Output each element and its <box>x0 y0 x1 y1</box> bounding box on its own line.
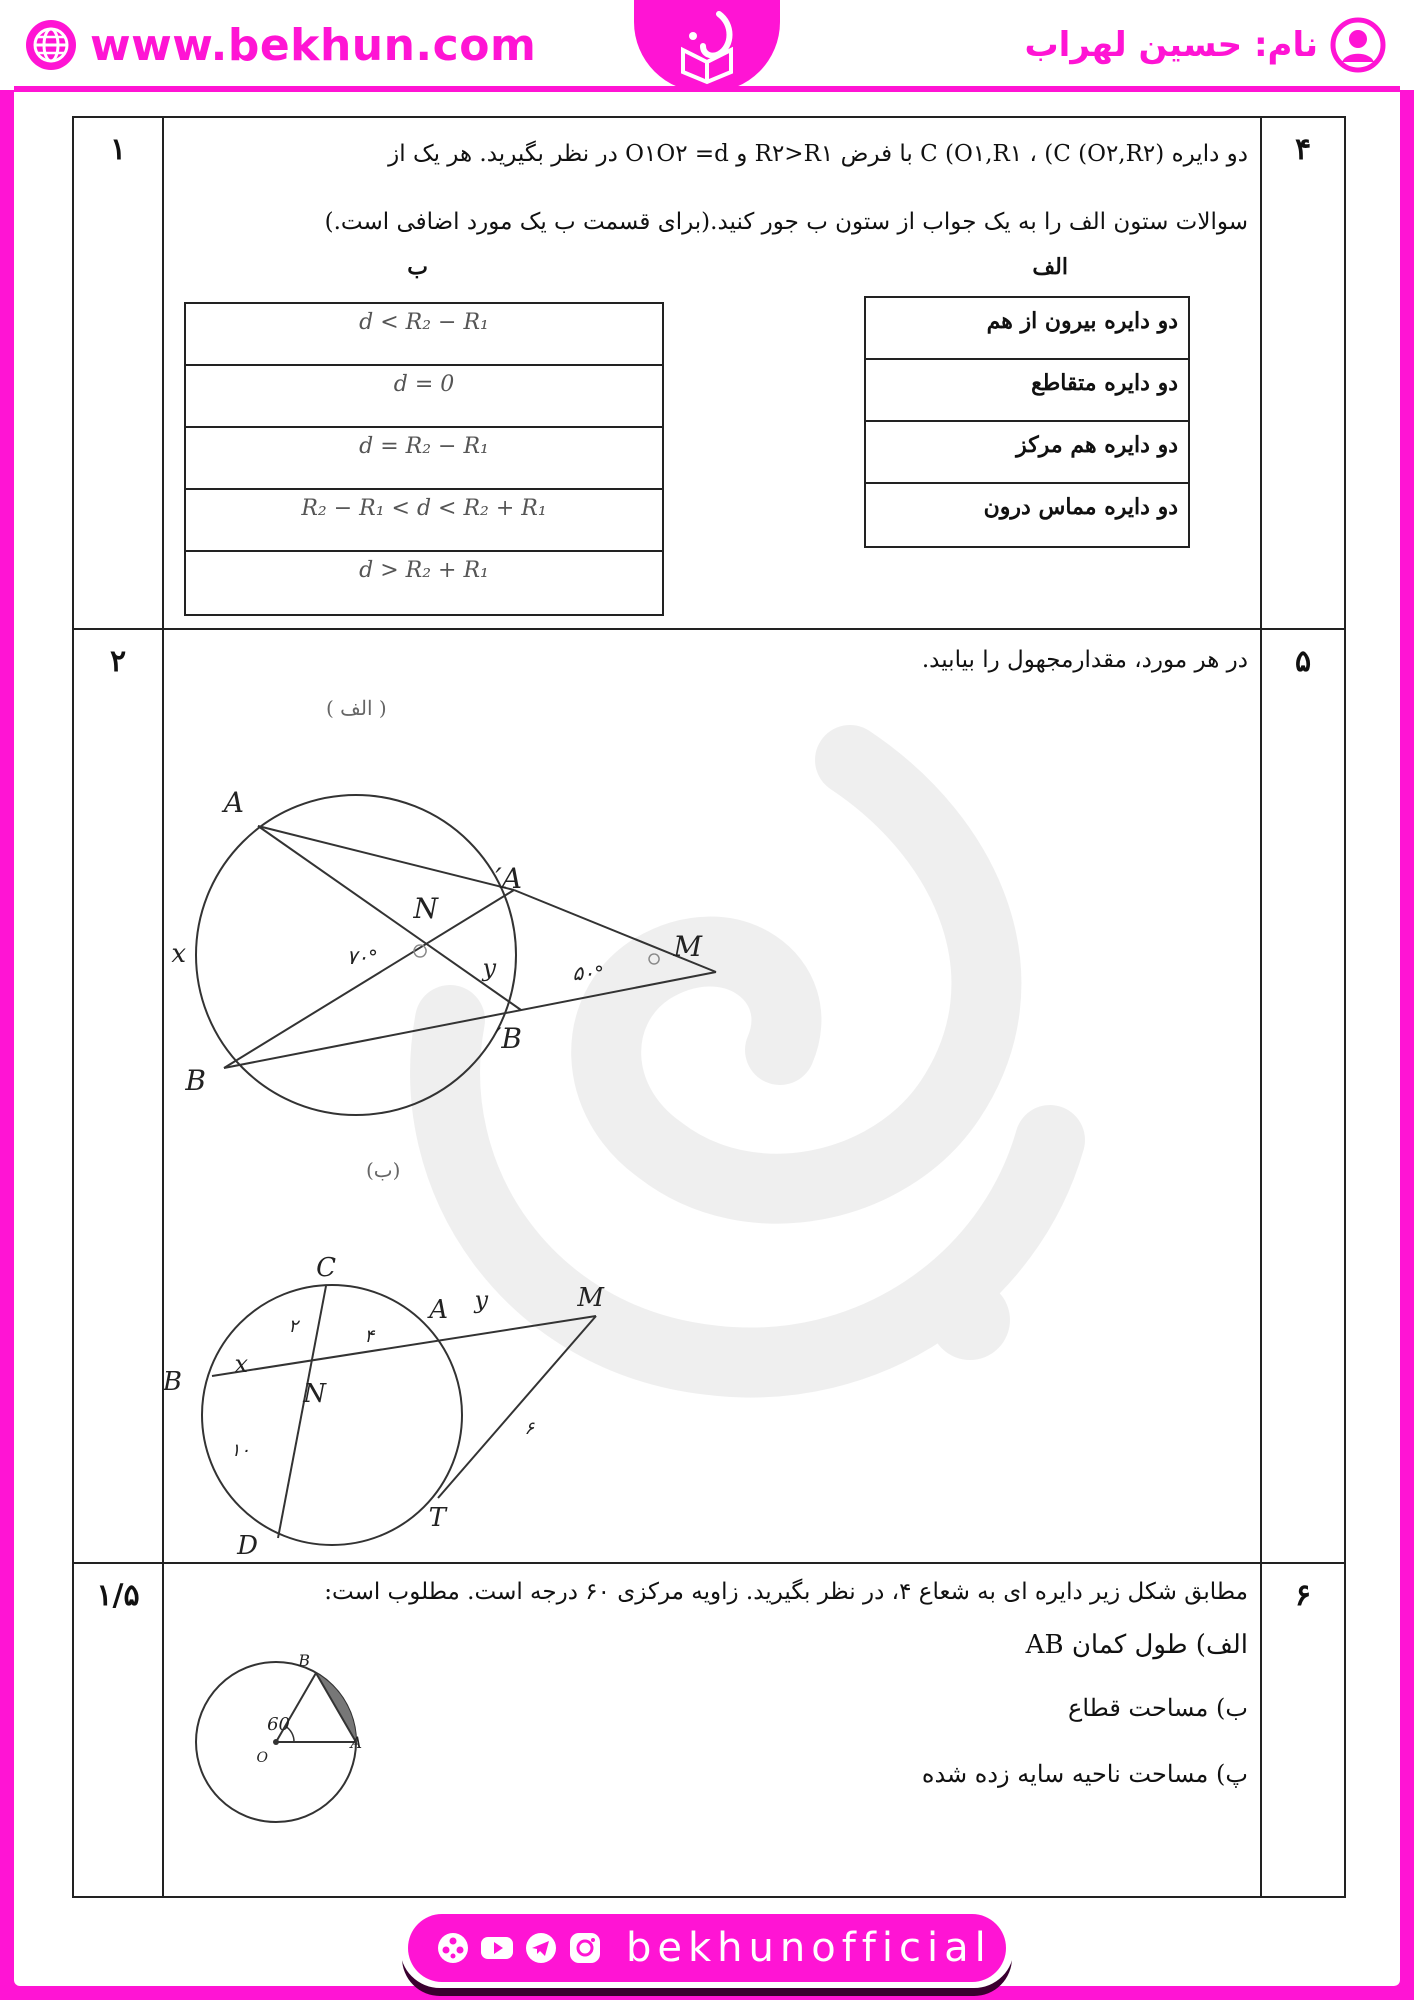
svg-text:M: M <box>577 1283 604 1313</box>
question-row-4 <box>74 118 1344 630</box>
svg-text:۶: ۶ <box>524 1418 534 1439</box>
svg-text:B: B <box>185 1064 206 1097</box>
svg-text:N: N <box>413 892 438 925</box>
svg-text:x: x <box>171 939 186 969</box>
question-number: ۵ <box>1260 630 1344 1562</box>
column-a-title: الف <box>1032 254 1068 280</box>
svg-text:T: T <box>428 1503 446 1533</box>
svg-text:C: C <box>316 1253 336 1283</box>
telegram-icon[interactable] <box>524 1931 558 1965</box>
question-body <box>162 630 1258 1562</box>
question-score: ۲ <box>74 630 164 1562</box>
svg-text:O: O <box>256 1750 268 1766</box>
figure-b-label: (ب) <box>366 1158 401 1182</box>
social-footer <box>400 1908 1014 1988</box>
svg-text:۴: ۴ <box>364 1326 374 1347</box>
question-row-6 <box>74 1564 1344 1896</box>
svg-text:x: x <box>234 1350 248 1378</box>
social-handle[interactable]: bekhunofficial <box>626 1925 992 1971</box>
question-text: در هر مورد، مقدارمجهول را بیابید. <box>921 647 1248 673</box>
svg-text:60: 60 <box>267 1714 290 1735</box>
svg-text:M: M <box>673 930 702 963</box>
svg-text:B: B <box>162 1367 182 1397</box>
question-text-line1: دو دایره (C (O۱,R۱ ، (C (O۲,R۲ با فرض R۲>R۱ و O۱O۲ =d در نظر بگیرید. هر یک از <box>388 141 1248 167</box>
question-body <box>166 1564 1258 1896</box>
film-icon[interactable] <box>436 1931 470 1965</box>
svg-text:A: A <box>350 1733 362 1752</box>
matching-column-b <box>184 302 664 616</box>
social-links <box>408 1914 1006 1982</box>
column-a-item: دو دایره مماس درون <box>983 494 1178 520</box>
svg-text:N: N <box>303 1379 326 1409</box>
question-text-line2: سوالات ستون الف را به یک جواب از ستون ب جور کنید.(برای قسمت ب یک مورد اضافی است.) <box>324 209 1248 235</box>
logo-badge <box>634 0 780 92</box>
svg-text:A′: A′ <box>495 862 522 895</box>
instagram-icon[interactable] <box>568 1931 602 1965</box>
column-b-item: d > R₂ + R₁ <box>359 558 489 583</box>
column-b-item: d = 0 <box>186 366 662 428</box>
svg-text:D: D <box>237 1531 258 1561</box>
sub-question-b: ب) مساحت قطاع <box>1068 1694 1248 1722</box>
svg-text:A: A <box>223 786 244 819</box>
svg-text:B: B <box>298 1651 310 1670</box>
exam-table <box>72 116 1346 1898</box>
matching-column-a <box>864 296 1190 548</box>
svg-text:۵۰°: ۵۰° <box>572 961 604 985</box>
question-body <box>166 118 1258 628</box>
sub-question-c: پ) مساحت ناحیه سایه زده شده <box>921 1760 1248 1788</box>
question-row-5 <box>74 630 1344 1564</box>
svg-text:۷۰°: ۷۰° <box>346 945 378 969</box>
figure-b-diagram <box>162 1250 726 1561</box>
globe-icon <box>24 18 78 72</box>
column-a-item: دو دایره هم مرکز <box>866 422 1188 484</box>
column-b-item: d = R₂ − R₁ <box>186 428 662 490</box>
question-score: ۱ <box>74 118 164 628</box>
question-score: ۱/۵ <box>74 1564 164 1896</box>
question-number: ۴ <box>1260 118 1344 628</box>
website-link[interactable] <box>24 18 536 72</box>
svg-text:۱۰: ۱۰ <box>230 1440 250 1461</box>
sub-question-a: الف) طول کمان AB <box>1025 1630 1248 1660</box>
header <box>0 0 1414 90</box>
svg-text:۲: ۲ <box>288 1316 298 1337</box>
svg-text:B′: B′ <box>495 1022 522 1055</box>
book-logo-icon <box>667 6 747 86</box>
figure-a-label: ( الف ) <box>326 696 387 720</box>
youtube-icon[interactable] <box>480 1931 514 1965</box>
svg-text:A: A <box>429 1295 448 1325</box>
question-number: ۶ <box>1260 1564 1344 1896</box>
user-avatar-icon <box>1330 17 1386 73</box>
question-text: مطابق شکل زیر دایره ای به شعاع ۴، در نظر بگیرید. زاویه مرکزی ۶۰ درجه است. مطلوب است: <box>324 1579 1248 1605</box>
column-b-item: d < R₂ − R₁ <box>186 304 662 366</box>
column-b-title: ب <box>407 254 428 280</box>
student-name-block <box>1025 18 1386 72</box>
column-a-item: دو دایره متقاطع <box>866 360 1188 422</box>
column-b-item: R₂ − R₁ < d < R₂ + R₁ <box>186 490 662 552</box>
website-url: www.bekhun.com <box>90 19 537 71</box>
header-divider <box>14 86 1400 92</box>
column-a-item: دو دایره بیرون از هم <box>866 298 1188 360</box>
svg-text:y: y <box>474 1286 488 1314</box>
figure-a-diagram <box>171 770 746 1130</box>
svg-text:y: y <box>482 954 496 982</box>
student-name: نام: حسین لهراب <box>1024 25 1318 65</box>
sector-diagram <box>186 1626 406 1846</box>
